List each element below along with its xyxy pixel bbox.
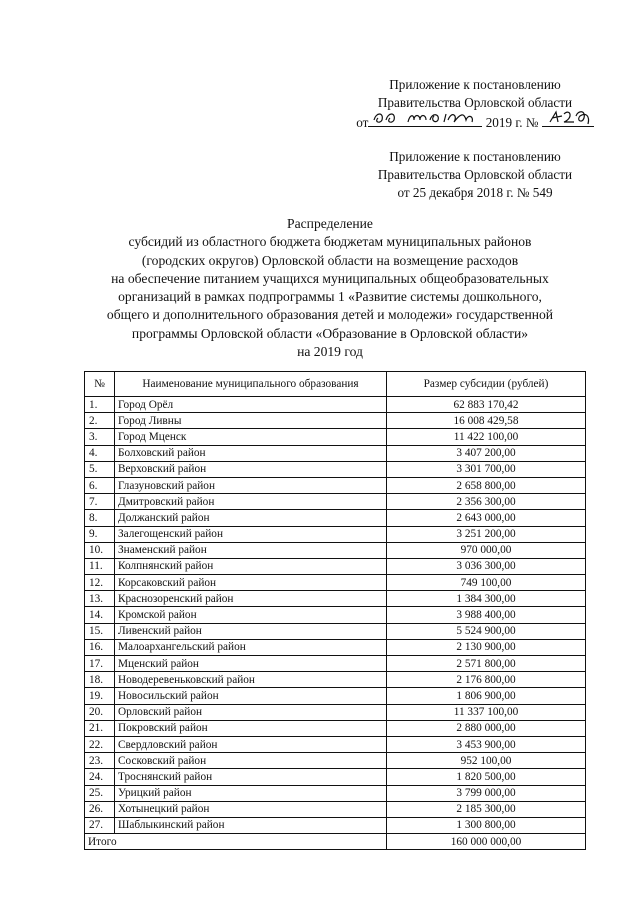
- row-municipality: Ливенский район: [115, 623, 387, 639]
- row-amount: 3 251 200,00: [387, 526, 586, 542]
- row-amount: 5 524 900,00: [387, 623, 586, 639]
- row-amount: 1 806 900,00: [387, 688, 586, 704]
- row-number: 3.: [85, 429, 115, 445]
- document-title: [70, 215, 590, 361]
- row-number: 1.: [85, 397, 115, 413]
- table-row: [85, 704, 586, 720]
- title-line: на обеспечение питанием учащихся муниципальных общеобразовательных: [111, 270, 549, 286]
- row-amount: 2 185 300,00: [387, 801, 586, 817]
- table-row: [85, 510, 586, 526]
- row-municipality: Орловский район: [115, 704, 387, 720]
- table-row: [85, 461, 586, 477]
- row-municipality: Мценский район: [115, 656, 387, 672]
- row-municipality: Свердловский район: [115, 736, 387, 752]
- row-municipality: Хотынецкий район: [115, 801, 387, 817]
- table-row: [85, 542, 586, 558]
- row-number: 14.: [85, 607, 115, 623]
- table-row: [85, 477, 586, 493]
- row-number: 11.: [85, 558, 115, 574]
- table-row: [85, 801, 586, 817]
- row-municipality: Колпнянский район: [115, 558, 387, 574]
- row-amount: 62 883 170,42: [387, 397, 586, 413]
- header-municipality: Наименование муниципального образования: [115, 372, 387, 397]
- row-amount: 3 799 000,00: [387, 785, 586, 801]
- handwritten-number-scribble: [542, 106, 594, 128]
- table-row: [85, 397, 586, 413]
- row-municipality: Урицкий район: [115, 785, 387, 801]
- row-municipality: Знаменский район: [115, 542, 387, 558]
- date-year: 2019 г. №: [485, 115, 539, 130]
- row-amount: 3 988 400,00: [387, 607, 586, 623]
- table-row: [85, 429, 586, 445]
- original-resolution-header: [330, 148, 620, 202]
- row-number: 13.: [85, 591, 115, 607]
- row-number: 16.: [85, 639, 115, 655]
- handwritten-date-scribble: [368, 106, 482, 128]
- row-amount: 1 300 800,00: [387, 817, 586, 833]
- row-amount: 1 820 500,00: [387, 769, 586, 785]
- row-municipality: Корсаковский район: [115, 575, 387, 591]
- row-number: 15.: [85, 623, 115, 639]
- row-number: 7.: [85, 494, 115, 510]
- header-line-3: [330, 112, 620, 132]
- row-municipality: Сосковский район: [115, 753, 387, 769]
- row-number: 5.: [85, 461, 115, 477]
- row-number: 27.: [85, 817, 115, 833]
- row-number: 8.: [85, 510, 115, 526]
- table-row: [85, 769, 586, 785]
- row-number: 9.: [85, 526, 115, 542]
- row-municipality: Верховский район: [115, 461, 387, 477]
- title-line: Распределение: [287, 216, 373, 231]
- row-municipality: Глазуновский район: [115, 477, 387, 493]
- table-row: [85, 558, 586, 574]
- row-number: 6.: [85, 477, 115, 493]
- row-amount: 3 301 700,00: [387, 461, 586, 477]
- row-amount: 952 100,00: [387, 753, 586, 769]
- row-amount: 3 036 300,00: [387, 558, 586, 574]
- header2-line-3: от 25 декабря 2018 г. № 549: [397, 185, 553, 200]
- table-row: [85, 607, 586, 623]
- row-amount: 2 643 000,00: [387, 510, 586, 526]
- row-municipality: Дмитровский район: [115, 494, 387, 510]
- row-number: 26.: [85, 801, 115, 817]
- table-row: [85, 494, 586, 510]
- row-number: 19.: [85, 688, 115, 704]
- row-amount: 1 384 300,00: [387, 591, 586, 607]
- row-municipality: Должанский район: [115, 510, 387, 526]
- row-municipality: Новодеревеньковский район: [115, 672, 387, 688]
- row-amount: 11 337 100,00: [387, 704, 586, 720]
- row-amount: 2 571 800,00: [387, 656, 586, 672]
- date-prefix: от: [356, 115, 369, 130]
- header-line-1: Приложение к постановлению: [389, 77, 561, 92]
- subsidy-table: [84, 371, 586, 850]
- table-row: [85, 753, 586, 769]
- row-municipality: Шаблыкинский район: [115, 817, 387, 833]
- header2-line-1: Приложение к постановлению: [389, 149, 561, 164]
- title-line: программы Орловской области «Образование в Орловской области»: [131, 325, 529, 341]
- row-municipality: Кромской район: [115, 607, 387, 623]
- table-header-row: [85, 372, 586, 397]
- row-municipality: Краснозоренский район: [115, 591, 387, 607]
- row-amount: 2 658 800,00: [387, 477, 586, 493]
- table-row: [85, 785, 586, 801]
- table-row: [85, 413, 586, 429]
- row-amount: 2 356 300,00: [387, 494, 586, 510]
- row-amount: 970 000,00: [387, 542, 586, 558]
- row-number: 22.: [85, 736, 115, 752]
- header-line-2: Правительства Орловской области: [377, 95, 573, 110]
- row-number: 24.: [85, 769, 115, 785]
- table-row: [85, 623, 586, 639]
- header-amount: Размер субсидии (рублей): [387, 372, 586, 397]
- row-amount: 2 176 800,00: [387, 672, 586, 688]
- row-municipality: Город Мценск: [115, 429, 387, 445]
- row-municipality: Болховский район: [115, 445, 387, 461]
- row-number: 21.: [85, 720, 115, 736]
- header-number: №: [85, 372, 115, 397]
- row-amount: 16 008 429,58: [387, 413, 586, 429]
- table-row: [85, 526, 586, 542]
- table-row: [85, 656, 586, 672]
- row-number: 10.: [85, 542, 115, 558]
- row-number: 23.: [85, 753, 115, 769]
- table-row: [85, 575, 586, 591]
- row-municipality: Город Ливны: [115, 413, 387, 429]
- row-municipality: Новосильский район: [115, 688, 387, 704]
- total-label: Итого: [85, 834, 387, 850]
- row-number: 12.: [85, 575, 115, 591]
- table-row: [85, 736, 586, 752]
- table-row: [85, 591, 586, 607]
- handwritten-number: [542, 112, 594, 127]
- title-line: общего и дополнительного образования детей и молодежи» государственной: [106, 307, 554, 323]
- row-municipality: Троснянский район: [115, 769, 387, 785]
- table-row: [85, 639, 586, 655]
- title-line: (городских округов) Орловской области на возмещение расходов: [141, 252, 519, 268]
- row-amount: 3 453 900,00: [387, 736, 586, 752]
- table-row: [85, 672, 586, 688]
- table-row: [85, 688, 586, 704]
- table-row: [85, 720, 586, 736]
- table-row: [85, 445, 586, 461]
- table-body: [85, 397, 586, 834]
- row-amount: 11 422 100,00: [387, 429, 586, 445]
- row-amount: 2 880 000,00: [387, 720, 586, 736]
- resolution-header: [330, 76, 620, 132]
- row-number: 18.: [85, 672, 115, 688]
- row-number: 4.: [85, 445, 115, 461]
- row-number: 2.: [85, 413, 115, 429]
- title-line: субсидий из областного бюджета бюджетам муниципальных районов: [128, 234, 532, 250]
- total-amount: 160 000 000,00: [387, 834, 586, 850]
- title-line: на 2019 год: [297, 344, 363, 360]
- row-number: 17.: [85, 656, 115, 672]
- row-number: 25.: [85, 785, 115, 801]
- row-amount: 2 130 900,00: [387, 639, 586, 655]
- row-municipality: Город Орёл: [115, 397, 387, 413]
- row-amount: 749 100,00: [387, 575, 586, 591]
- table-row: [85, 817, 586, 833]
- row-amount: 3 407 200,00: [387, 445, 586, 461]
- row-number: 20.: [85, 704, 115, 720]
- row-municipality: Малоархангельский район: [115, 639, 387, 655]
- header2-line-2: Правительства Орловской области: [377, 167, 573, 182]
- row-municipality: Залегощенский район: [115, 526, 387, 542]
- row-municipality: Покровский район: [115, 720, 387, 736]
- title-line: организаций в рамках подпрограммы 1 «Развитие системы дошкольного,: [118, 289, 542, 305]
- handwritten-date: [368, 112, 482, 127]
- total-row: [85, 834, 586, 850]
